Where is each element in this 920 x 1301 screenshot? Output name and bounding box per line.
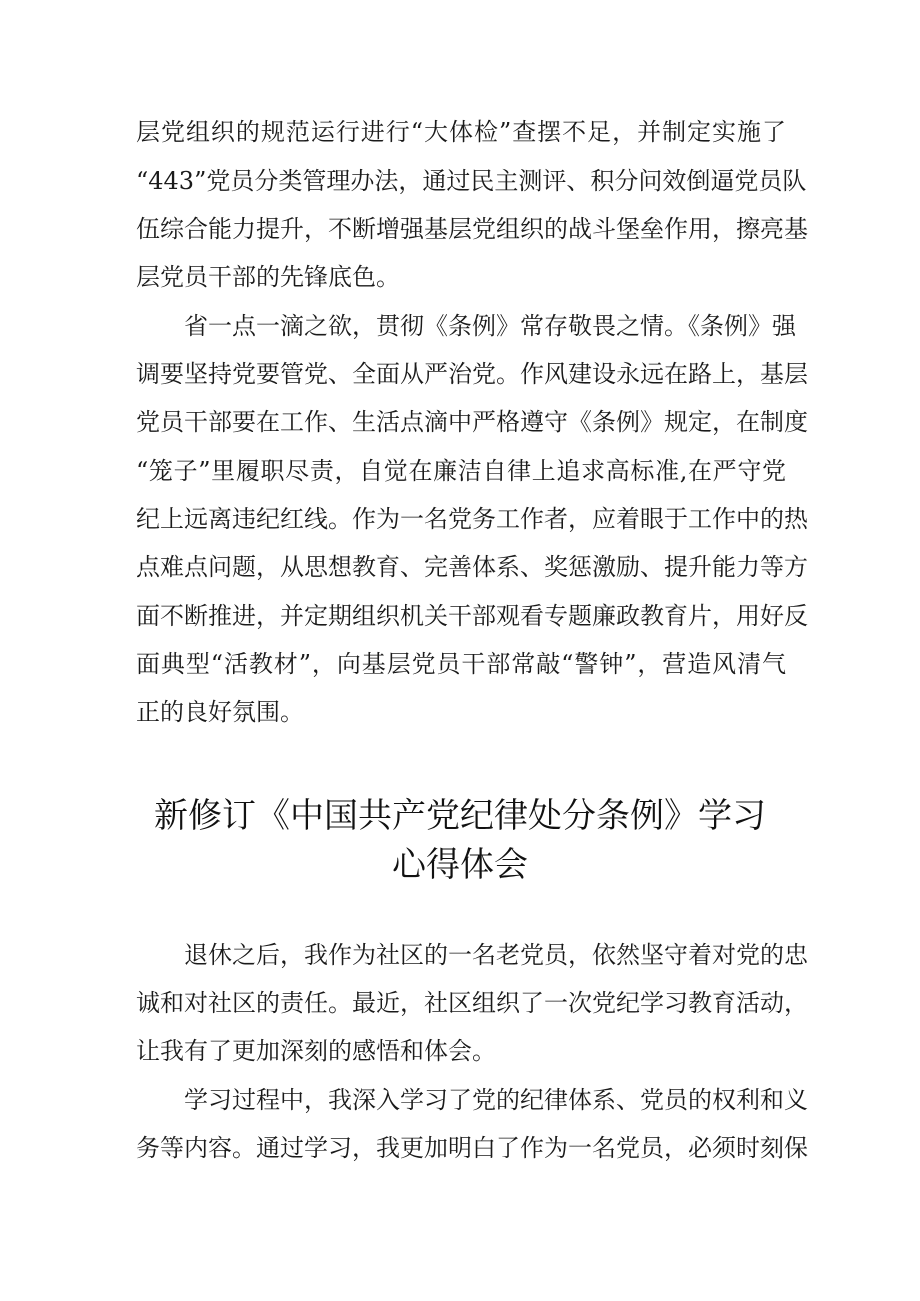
paragraph-line: 正的良好氛围。 (136, 698, 304, 726)
paragraph-line: 党员干部要在工作、生活点滴中严格遵守《条例》规定，在制度 (136, 408, 808, 436)
paragraph-line: 层党组织的规范运行进行“大体检”查摆不足，并制定实施了 (136, 118, 786, 146)
paragraph-line: 退休之后，我作为社区的一名老党员，依然坚守着对党的忠 (184, 941, 808, 969)
paragraph-line: 伍综合能力提升，不断增强基层党组织的战斗堡垒作用，擦亮基 (136, 215, 808, 243)
paragraph-line: “笼子”里履职尽责，自觉在廉洁自律上追求高标准,在严守党 (136, 457, 786, 485)
paragraph-line: 纪上远离违纪红线。作为一名党务工作者，应着眼于工作中的热 (136, 505, 808, 533)
paragraph-line: 层党员干部的先锋底色。 (136, 263, 400, 291)
paragraph-line: 面不断推进，并定期组织机关干部观看专题廉政教育片，用好反 (136, 602, 808, 630)
paragraph-line: 省一点一滴之欲，贯彻《条例》常存敬畏之情。《条例》强 (184, 312, 796, 340)
paragraph-line: “443”党员分类管理办法，通过民主测评、积分问效倒逼党员队 (136, 167, 807, 195)
paragraph-line: 学习过程中，我深入学习了党的纪律体系、党员的权利和义 (184, 1086, 808, 1114)
paragraph-line: 点难点问题，从思想教育、完善体系、奖惩激励、提升能力等方 (136, 553, 808, 581)
paragraph-line: 诚和对社区的责任。最近，社区组织了一次党纪学习教育活动， (136, 989, 808, 1017)
article-title-line-2: 心得体会 (392, 845, 528, 885)
paragraph-line: 务等内容。通过学习，我更加明白了作为一名党员，必须时刻保 (136, 1134, 808, 1162)
paragraph-line: 面典型“活教材”，向基层党员干部常敲“警钟”，营造风清气 (136, 650, 786, 678)
paragraph-line: 调要坚持党要管党、全面从严治党。作风建设永远在路上，基层 (136, 360, 808, 388)
paragraph-line: 让我有了更加深刻的感悟和体会。 (136, 1037, 496, 1065)
article-title: 新修订《中国共产党纪律处分条例》学习 (154, 796, 766, 836)
